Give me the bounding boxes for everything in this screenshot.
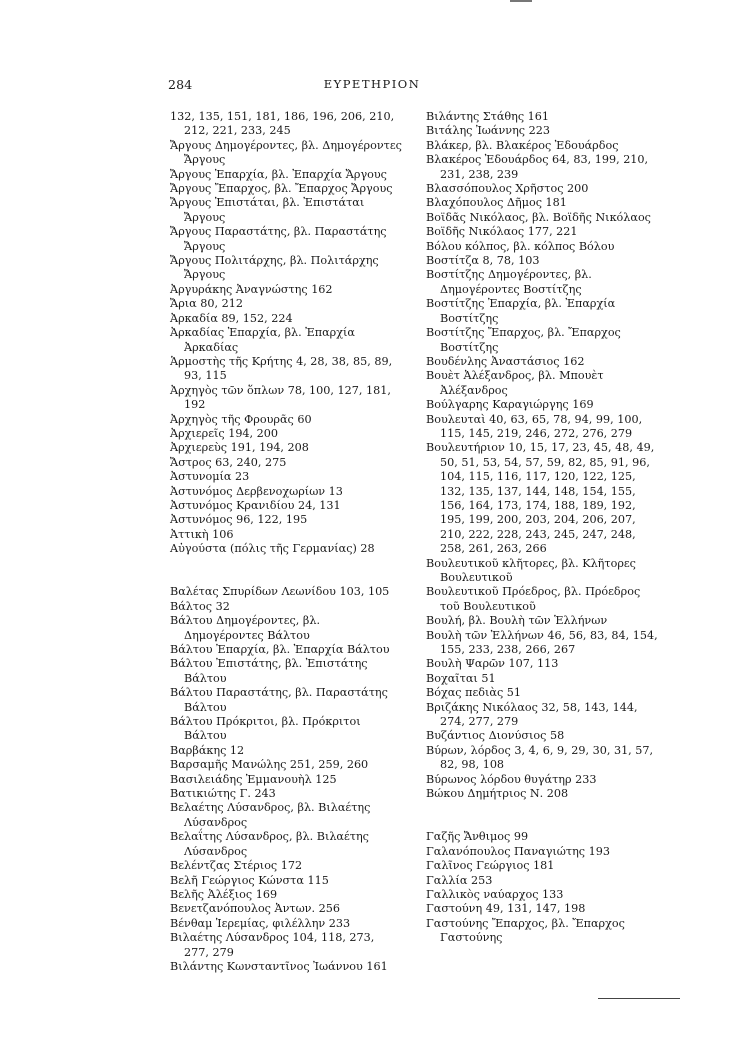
index-entry: Βόλου κόλπος, βλ. κόλπος Βόλου bbox=[426, 239, 615, 253]
section-gap bbox=[170, 557, 402, 586]
index-entry: Γαστούνη 49, 131, 147, 198 bbox=[426, 902, 586, 916]
index-entry: Βουλὴ τῶν Ἑλλήνων 46, 56, 83, 84, 154, 155, 233, 238, 266, 267 bbox=[426, 628, 658, 657]
index-entry: Βλασσόπουλος Χρῆστος 200 bbox=[426, 182, 589, 196]
index-entry: Βουλευτικοῦ Πρόεδρος, βλ. Πρόεδρος τοῦ Βουλευτικοῦ bbox=[426, 585, 641, 613]
index-entry: Ἄργους Παραστάτης, βλ. Παραστάτης Ἄργους bbox=[170, 225, 387, 253]
index-entry: Βλάκερ, βλ. Βλακέρος Ἐδουάρδος bbox=[426, 138, 619, 152]
index-entry: Βαλέτας Σπυρίδων Λεωνίδου 103, 105 bbox=[170, 585, 390, 599]
index-entry: Ἄργους Ἐπαρχία, βλ. Ἐπαρχία Ἄργους bbox=[170, 167, 387, 181]
index-entry: Βαρσαμῆς Μανώλης 251, 259, 260 bbox=[170, 758, 369, 772]
index-entry: Βάλτου Δημογέροντες, βλ. Δημογέροντες Βάλτου bbox=[170, 614, 321, 642]
index-entry: Ἄργους Ἐπιστάται, βλ. Ἐπιστάται Ἄργους bbox=[170, 196, 365, 224]
index-entry: Βλακέρος Ἐδουάρδος 64, 83, 199, 210, 231, 238, 239 bbox=[426, 153, 649, 181]
index-entry: Βάλτου Ἐπιστάτης, βλ. Ἐπιστάτης Βάλτου bbox=[170, 657, 368, 685]
index-entry: Ἁρμοστὴς τῆς Κρήτης 4, 28, 38, 85, 89, 93, 115 bbox=[170, 354, 393, 383]
index-entry: Βιλαέτης Λύσανδρος 104, 118, 273, 277, 279 bbox=[170, 931, 375, 959]
index-entry: Βάλτου Παραστάτης, βλ. Παραστάτης Βάλτου bbox=[170, 686, 388, 714]
index-entry: Βοστίτζης Ἐπαρχία, βλ. Ἐπαρχία Βοστίτζης bbox=[426, 297, 616, 325]
index-entry: Γαλῖνος Γεώργιος 181 bbox=[426, 859, 555, 873]
index-entry: Βελῆ Γεώργιος Κώνστα 115 bbox=[170, 873, 329, 887]
index-entry: Βώκου Δημήτριος Ν. 208 bbox=[426, 787, 569, 801]
index-entry: Βοϊδᾶς Νικόλαος, βλ. Βοϊδῆς Νικόλαος bbox=[426, 210, 651, 224]
index-entry: Βελαΐτης Λύσανδρος, βλ. Βιλαέτης Λύσανδρος bbox=[170, 830, 369, 858]
index-entry: Βουλευτικοῦ κλῆτορες, βλ. Κλῆτορες Βουλευτικοῦ bbox=[426, 556, 636, 584]
index-entry: Ἀστυνόμος Δερβενοχωρίων 13 bbox=[170, 484, 343, 498]
index-entry: Ἀρχιερεῖς 194, 200 bbox=[170, 426, 279, 440]
index-entry: Βελέντζας Στέριος 172 bbox=[170, 859, 303, 873]
index-entry: Βούλγαρης Καραγιώργης 169 bbox=[426, 398, 594, 412]
top-edge-mark bbox=[510, 0, 532, 2]
index-entry: Βένθαμ Ἱερεμίας, φιλέλλην 233 bbox=[170, 916, 351, 930]
index-entry: Ἀττικὴ 106 bbox=[170, 527, 234, 541]
index-entry: Βιτάλης Ἰωάννης 223 bbox=[426, 124, 550, 138]
index-entry: Ἀστυνόμος Κρανιδίου 24, 131 bbox=[170, 498, 341, 512]
section-gap bbox=[426, 802, 658, 831]
index-entry: Ἄργους Πολιτάρχης, βλ. Πολιτάρχης Ἄργους bbox=[170, 254, 379, 282]
index-entry: Γαζῆς Ἄνθιμος 99 bbox=[426, 830, 529, 844]
index-entry: Βουδένλης Ἀναστάσιος 162 bbox=[426, 354, 585, 368]
index-entry: Βάλτος 32 bbox=[170, 599, 230, 613]
index-entry: Βουὲτ Ἀλέξανδρος, βλ. Μπουὲτ Ἀλέξανδρος bbox=[426, 369, 604, 397]
index-entry: Βελῆς Ἀλέξιος 169 bbox=[170, 887, 278, 901]
index-entry: 132, 135, 151, 181, 186, 196, 206, 210, 212, 221, 233, 245 bbox=[170, 110, 395, 138]
index-entry: Βοϊδῆς Νικόλαος 177, 221 bbox=[426, 225, 578, 239]
footer-rule bbox=[598, 998, 680, 999]
page-title: ΕΥΡΕΤΗΡΙΟΝ bbox=[323, 77, 421, 91]
index-entry: Βάλτου Ἐπαρχία, βλ. Ἐπαρχία Βάλτου bbox=[170, 643, 390, 657]
index-entry: Γαστούνης Ἔπαρχος, βλ. Ἔπαρχος Γαστούνης bbox=[426, 916, 625, 945]
index-entry: Βελαέτης Λύσανδρος, βλ. Βιλαέτης Λύσανδρος bbox=[170, 801, 371, 829]
index-entry: Ἄργους Δημογέροντες, βλ. Δημογέροντες Ἄργους bbox=[170, 138, 402, 167]
index-entry: Βύρωνος λόρδου θυγάτηρ 233 bbox=[426, 772, 597, 786]
index-entry: Ἀστυνόμος 96, 122, 195 bbox=[170, 513, 308, 527]
index-entry: Βόχας πεδιὰς 51 bbox=[426, 686, 521, 700]
index-entry: Ἀρχιερεὺς 191, 194, 208 bbox=[170, 441, 309, 455]
index-entry: Ἀρχηγὸς τῶν ὅπλων 78, 100, 127, 181, 192 bbox=[170, 383, 391, 412]
index-entry: Ἄργους Ἔπαρχος, βλ. Ἔπαρχος Ἄργους bbox=[170, 182, 393, 196]
index-entry: Βασιλειάδης Ἐμμανουὴλ 125 bbox=[170, 772, 337, 786]
index-entry: Ἄστρος 63, 240, 275 bbox=[170, 455, 287, 469]
index-entry: Βουλὴ Ψαρῶν 107, 113 bbox=[426, 657, 559, 671]
index-entry: Γαλλικὸς ναύαρχος 133 bbox=[426, 887, 564, 901]
index-entry: Ἀρχηγὸς τῆς Φρουρᾶς 60 bbox=[170, 412, 312, 426]
index-entry: Βουλή, βλ. Βουλὴ τῶν Ἑλλήνων bbox=[426, 614, 608, 628]
index-entry: Βοστίτζης Δημογέροντες, βλ. Δημογέροντες Βοστίτζης bbox=[426, 268, 592, 296]
index-column-right bbox=[426, 110, 658, 946]
index-entry: Βοστίτζα 8, 78, 103 bbox=[426, 254, 540, 268]
index-entry: Γαλλία 253 bbox=[426, 873, 493, 887]
index-entry: Βοχαῖται 51 bbox=[426, 671, 496, 685]
index-entry: Ἀρκαδία 89, 152, 224 bbox=[170, 311, 293, 325]
index-entry: Βαρβάκης 12 bbox=[170, 743, 245, 757]
index-entry: Βύρων, λόρδος 3, 4, 6, 9, 29, 30, 31, 57, 82, 98, 108 bbox=[426, 743, 654, 772]
index-entry: Βυζάντιος Διονύσιος 58 bbox=[426, 729, 565, 743]
index-entry: Βλαχόπουλος Δῆμος 181 bbox=[426, 196, 567, 210]
index-entry: Ἀργυράκης Ἀναγνώστης 162 bbox=[170, 282, 333, 296]
index-entry: Βενετζανόπουλος Ἀντων. 256 bbox=[170, 902, 340, 916]
index-entry: Βιλάντης Στάθης 161 bbox=[426, 110, 550, 123]
index-entry: Βουλευταὶ 40, 63, 65, 78, 94, 99, 100, 115, 145, 219, 246, 272, 276, 279 bbox=[426, 412, 643, 440]
index-column-left bbox=[170, 110, 402, 974]
index-entry: Βατικιώτης Γ. 243 bbox=[170, 787, 276, 801]
index-entry: Βουλευτήριον 10, 15, 17, 23, 45, 48, 49, 50, 51, 53, 54, 57, 59, 82, 85, 91, 96, 104, 115, 116, 117, 120, 122, 125, 132, 135, 137, 144, 148, 154, 155, 156, 164, 173, 174, 188, 189, 192, 195, 199, 200, 203, 204, 206, 207, 210, 222, 228, 243, 245, 247, 248, 258, 261, 263, 266 bbox=[426, 441, 655, 556]
index-entry: Αὐγούστα (πόλις τῆς Γερμανίας) 28 bbox=[170, 542, 375, 556]
index-entry: Βοστίτζης Ἔπαρχος, βλ. Ἔπαρχος Βοστίτζης bbox=[426, 326, 621, 354]
index-entry: Γαλανόπουλος Παναγιώτης 193 bbox=[426, 844, 610, 858]
index-entry: Ἀστυνομία 23 bbox=[170, 470, 250, 484]
index-entry: Ἄρια 80, 212 bbox=[170, 297, 243, 311]
index-entry: Βάλτου Πρόκριτοι, βλ. Πρόκριτοι Βάλτου bbox=[170, 715, 361, 743]
index-entry: Ἀρκαδίας Ἐπαρχία, βλ. Ἐπαρχία Ἀρκαδίας bbox=[170, 326, 355, 354]
index-entry: Βιλάντης Κωνσταντῖνος Ἰωάννου 161 bbox=[170, 959, 388, 973]
index-entry: Βριζάκης Νικόλαος 32, 58, 143, 144, 274, 277, 279 bbox=[426, 700, 638, 729]
page-number: 284 bbox=[168, 77, 193, 92]
